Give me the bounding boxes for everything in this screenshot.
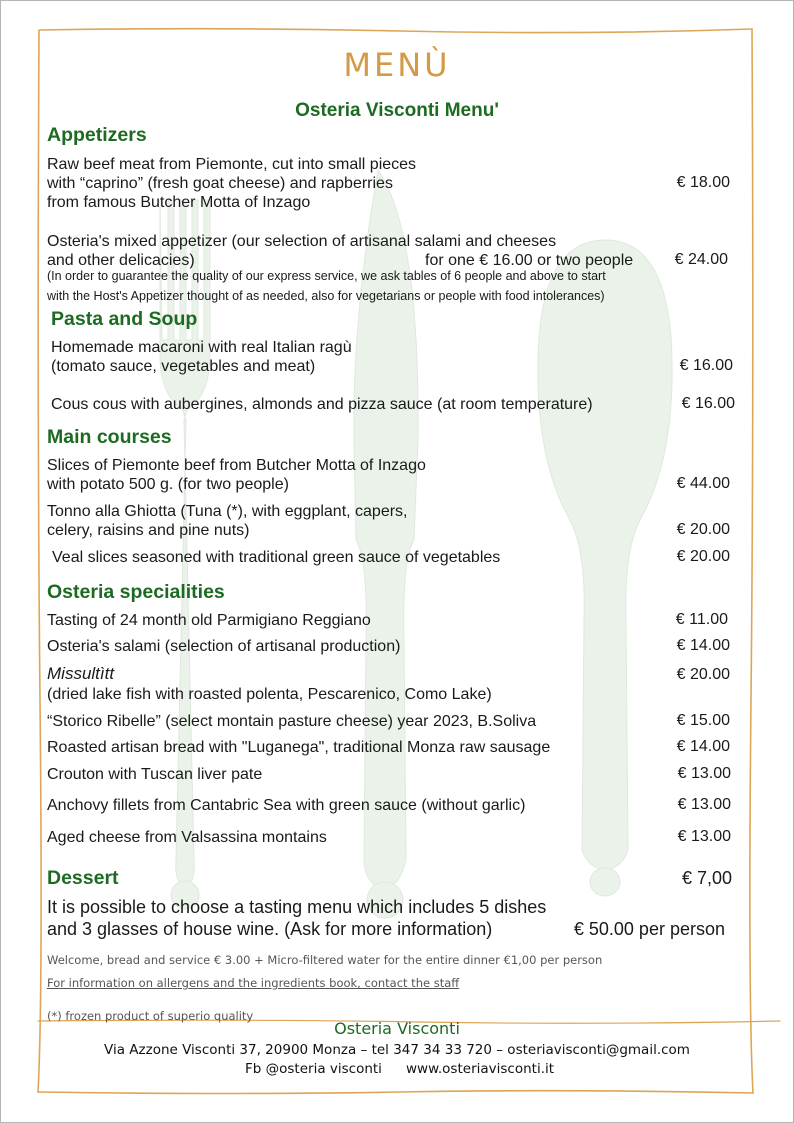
price-raw-beef: € 18.00 — [676, 174, 730, 191]
item-roasted-bread: Roasted artisan bread with "Luganega", traditional Monza raw sausage — [47, 739, 551, 756]
item-parmigiano: Tasting of 24 month old Parmigiano Reggiano — [47, 612, 371, 629]
item-raw-beef-line1: Raw beef meat from Piemonte, cut into small pieces — [47, 156, 417, 173]
item-missultitt-title: Missultìtt — [47, 664, 115, 683]
footer-facebook: Fb @osteria visconti — [245, 1061, 382, 1077]
footer-restaurant-name: Osteria Visconti — [334, 1019, 460, 1038]
price-anchovy-fillets: € 13.00 — [677, 796, 731, 813]
item-mixed-appetizer-line2: and other delicacies) — [47, 252, 195, 269]
item-macaroni-line2: (tomato sauce, vegetables and meat) — [51, 358, 316, 375]
item-veal-slices: Veal slices seasoned with traditional green sauce of vegetables — [52, 549, 501, 566]
price-parmigiano: € 11.00 — [675, 611, 728, 628]
section-appetizers: Appetizers — [47, 124, 147, 146]
item-osteria-salami: Osteria's salami (selection of artisanal production) — [47, 638, 401, 655]
price-cous-cous: € 16.00 — [681, 395, 735, 412]
item-raw-beef-line2: with “caprino” (fresh goat cheese) and rapberries — [47, 175, 393, 192]
price-macaroni: € 16.00 — [679, 357, 733, 374]
price-aged-cheese: € 13.00 — [677, 828, 731, 845]
price-crouton: € 13.00 — [677, 765, 731, 782]
item-piemonte-beef-line2: with potato 500 g. (for two people) — [47, 476, 289, 493]
item-storico-ribelle: “Storico Ribelle” (select montain pasture cheese) year 2023, B.Soliva — [47, 713, 537, 730]
item-macaroni-line1: Homemade macaroni with real Italian ragù — [51, 339, 352, 356]
footer-website: www.osteriavisconti.it — [406, 1061, 555, 1077]
page-title: Osteria Visconti Menu' — [295, 100, 499, 121]
price-tonno-ghiotta: € 20.00 — [676, 521, 730, 538]
item-raw-beef-line3: from famous Butcher Motta of Inzago — [47, 194, 311, 211]
note-group-tables-line1: (In order to guarantee the quality of our express service, we ask tables of 6 people and above to start — [47, 269, 606, 283]
price-mixed-appetizer: € 24.00 — [674, 251, 728, 268]
frozen-product-note: (*) frozen product of superio quality — [47, 1009, 254, 1023]
tasting-menu-line1: It is possible to choose a tasting menu which includes 5 dishes — [47, 897, 547, 917]
note-group-tables-line2: with the Host's Appetizer thought of as needed, also for vegetarians or people with food intolerances) — [47, 289, 605, 303]
frame-left-line — [38, 30, 41, 1092]
price-missultitt: € 20.00 — [676, 666, 730, 683]
item-anchovy-fillets: Anchovy fillets from Cantabric Sea with green sauce (without garlic) — [47, 797, 526, 814]
allergen-info-note: For information on allergens and the ingredients book, contact the staff — [47, 976, 460, 990]
tasting-menu-line2: and 3 glasses of house wine. (Ask for more information) — [47, 919, 493, 939]
frame-right-line — [750, 29, 753, 1093]
section-main-courses: Main courses — [47, 426, 172, 448]
item-tonno-ghiotta-line2: celery, raisins and pine nuts) — [47, 522, 250, 539]
footer-address: Via Azzone Visconti 37, 20900 Monza – tel 347 34 33 720 – osteriavisconti@gmail.com — [104, 1042, 690, 1058]
section-pasta-soup: Pasta and Soup — [51, 308, 198, 330]
menu-heading: MENÙ — [343, 46, 451, 84]
item-tonno-ghiotta-line1: Tonno alla Ghiotta (Tuna (*), with eggplant, capers, — [47, 503, 408, 520]
item-mixed-appetizer-quantity: for one € 16.00 or two people — [425, 252, 634, 269]
price-veal-slices: € 20.00 — [676, 548, 730, 565]
item-missultitt-description: (dried lake fish with roasted polenta, Pescarenico, Como Lake) — [47, 686, 492, 703]
item-crouton: Crouton with Tuscan liver pate — [47, 766, 263, 783]
section-specialities: Osteria specialities — [47, 581, 225, 603]
item-aged-cheese: Aged cheese from Valsassina montains — [47, 829, 327, 846]
price-piemonte-beef: € 44.00 — [676, 475, 730, 492]
service-charge-note: Welcome, bread and service € 3.00 + Micro-filtered water for the entire dinner €1,00 per person — [47, 953, 603, 967]
item-piemonte-beef-line1: Slices of Piemonte beef from Butcher Motta of Inzago — [47, 457, 426, 474]
price-osteria-salami: € 14.00 — [676, 637, 730, 654]
item-cous-cous: Cous cous with aubergines, almonds and pizza sauce (at room temperature) — [51, 396, 593, 413]
frame-bottom-line — [38, 1091, 753, 1094]
price-tasting-menu: € 50.00 per person — [573, 919, 725, 939]
price-dessert: € 7,00 — [681, 868, 732, 888]
section-dessert: Dessert — [47, 867, 119, 889]
item-mixed-appetizer-line1: Osteria's mixed appetizer (our selection of artisanal salami and cheeses — [47, 233, 557, 250]
frame-top-line — [40, 29, 752, 33]
price-roasted-bread: € 14.00 — [676, 738, 730, 755]
price-storico-ribelle: € 15.00 — [676, 712, 730, 729]
